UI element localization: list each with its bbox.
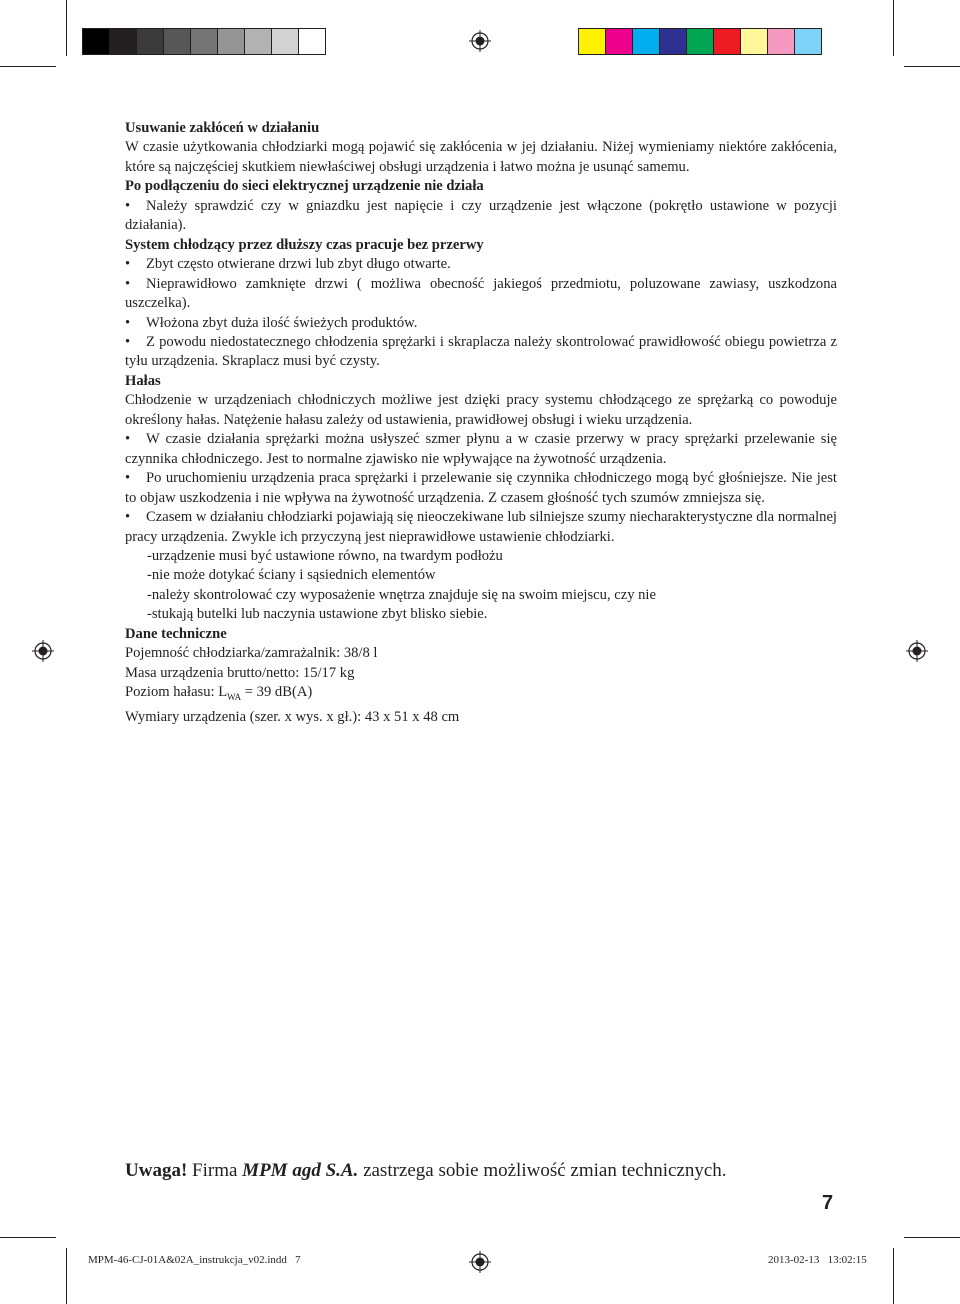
troubleshooting-intro: W czasie użytkowania chłodziarki mogą pojawić się zakłócenia w jej działaniu. Niżej wymieniamy niektóre zakłócenia, które są najczęściej skutkiem niewłaściwej obsługi urządzenia i łatwo można je usunąć samemu. [125,139,837,175]
list-item: • Czasem w działaniu chłodziarki pojawiają się nieoczekiwane lub silniejsze szumy niecharakterystyczne dla normalnej pracy urządzenia. Zwykle ich przyczyną jest nieprawidłowe ustawienie chłodziarki. [125,509,837,545]
crop-mark [904,1237,960,1238]
gray-swatch-bar [82,28,325,55]
footer-timestamp: 2013-02-13 13:02:15 [768,1254,867,1266]
tech-noise: Poziom hałasu: $L_{WA} = 39$ dB(A) [125,684,313,703]
footer-filename: MPM-46-CJ-01A&02A_instrukcja_v02.indd 7 [88,1254,301,1266]
list-item: • Po uruchomieniu urządzenia praca sprężarki i przelewanie się czynnika chłodniczego mogą być głośniejsze. Nie jest to objaw uszkodzenia i nie wpływa na żywotność urządzenia. Z czasem głośność tych szumów zmniejsza się. [125,470,837,506]
color-swatch [632,28,660,55]
tech-capacity: Pojemność chłodziarka/zamrażalnik: 38/8 l [125,645,378,662]
page-content [125,119,837,727]
color-swatch [217,28,245,55]
color-swatch [659,28,687,55]
registration-mark-icon [469,30,491,52]
crop-mark [0,66,56,67]
color-swatch [713,28,741,55]
technical-changes-note: Uwaga! Firma MPM agd S.A. zastrzega sobie możliwość zmian technicznych. [125,1160,727,1181]
dash-item: -stukają butelki lub naczynia ustawione zbyt blisko siebie. [147,606,488,623]
crop-mark [904,66,960,67]
noise-intro: Chłodzenie w urządzeniach chłodniczych możliwe jest dzięki pracy systemu chłodzącego ze sprężarką co powoduje określony hałas. Natężenie hałasu zależy od ustawienia, prawidłowej obsługi i wieku urządzenia. [125,392,837,428]
crop-mark [66,1248,67,1304]
power-heading: Po podłączeniu do sieci elektrycznej urządzenie nie działa [125,178,484,195]
troubleshooting-heading: Usuwanie zakłóceń w działaniu [125,120,320,136]
list-item: • Należy sprawdzić czy w gniazdku jest napięcie i czy urządzenie jest włączone (pokrętło ustawione w pozycji działania). [125,197,837,234]
color-swatch [686,28,714,55]
dash-item: -należy skontrolować czy wyposażenie wnętrza znajduje się na swoim miejscu, czy nie [147,586,656,603]
registration-mark-icon [32,640,54,662]
dash-item: -urządzenie musi być ustawione równo, na twardym podłożu [147,547,503,564]
color-swatch [136,28,164,55]
color-swatch [767,28,795,55]
list-item: • Zbyt często otwierane drzwi lub zbyt długo otwarte. [125,256,451,273]
crop-mark [893,1248,894,1304]
tech-mass: Masa urządzenia brutto/netto: 15/17 kg [125,664,355,681]
color-swatch [163,28,191,55]
color-swatch-bar [578,28,821,55]
crop-mark [0,1237,56,1238]
registration-mark-icon [469,1251,491,1273]
color-swatch [271,28,299,55]
color-swatch [244,28,272,55]
crop-mark [66,0,67,56]
color-swatch [794,28,822,55]
tech-heading: Dane techniczne [125,625,227,642]
color-swatch [605,28,633,55]
list-item: • W czasie działania sprężarki można usłyszeć szmer płynu a w czasie przerwy w pracy sprężarki przelewanie się czynnika chłodniczego. Jest to normalne zjawisko nie wpływające na żywotność urządzenia. [125,431,837,467]
cooling-heading: System chłodzący przez dłuższy czas pracuje bez przerwy [125,236,484,253]
page-number: 7 [822,1192,834,1214]
list-item: • Włożona zbyt duża ilość świeżych produktów. [125,314,418,331]
tech-dimensions: Wymiary urządzenia (szer. x wys. x gł.): 43 x 51 x 48 cm [125,708,460,725]
dash-item: -nie może dotykać ściany i sąsiednich elementów [147,567,436,584]
list-item: • Nieprawidłowo zamknięte drzwi ( możliwa obecność jakiegoś przedmiotu, poluzowane zawiasy, uszkodzona uszczelka). [125,275,837,312]
registration-mark-icon [906,640,928,662]
noise-heading: Hałas [125,372,161,389]
color-swatch [82,28,110,55]
color-swatch [740,28,768,55]
color-swatch [190,28,218,55]
crop-mark [893,0,894,56]
list-item: • Z powodu niedostatecznego chłodzenia sprężarki i skraplacza należy skontrolować prawidłowość obiegu powietrza z tyłu urządzenia. Skraplacz musi być czysty. [125,333,837,370]
color-swatch [109,28,137,55]
color-swatch [578,28,606,55]
color-swatch [298,28,326,55]
